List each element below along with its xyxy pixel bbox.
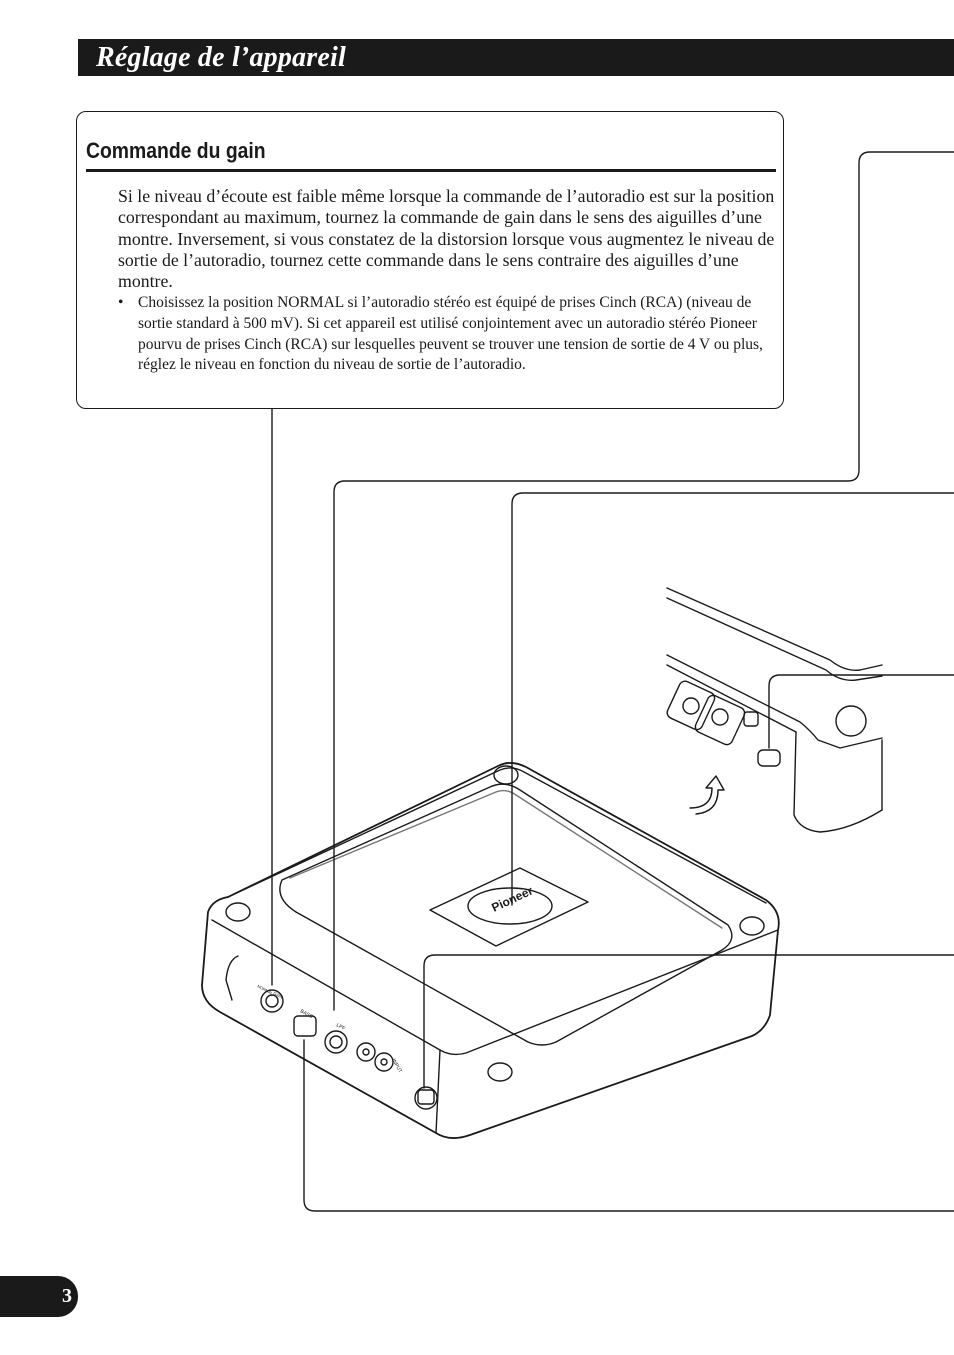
- brand-label: Pioneer: [489, 883, 536, 915]
- section-heading: Commande du gain: [86, 138, 266, 163]
- body-paragraph: Si le niveau d’écoute est faible même lorsque la commande de l’autoradio est sur la position correspondant au maximum, tournez la commande de gain dans le sens des aiguilles d’une montre. Inversement, si vous constatez de la distorsion lorsque vous augmentez le niveau de sortie de l’autoradio, tournez cette commande dans le sens contraire des aiguilles d’une montre.: [118, 186, 775, 292]
- callout-line-detail: [769, 675, 954, 748]
- page-number: 3: [62, 1285, 72, 1307]
- label-bass: BASS: [299, 1008, 314, 1021]
- label-gain: GAIN: [272, 990, 284, 1000]
- callout-line-far-right: [334, 152, 954, 1010]
- label-normal: NORMAL: [256, 983, 274, 996]
- detail-view: [665, 588, 882, 832]
- page-title: Réglage de l’appareil: [96, 42, 346, 73]
- label-lpf: LPF: [335, 1022, 346, 1033]
- page-number-tab: [0, 1276, 78, 1317]
- amplifier-body: [202, 763, 779, 1138]
- label-input: INPUT: [390, 1058, 403, 1074]
- bullet-mark: •: [118, 294, 124, 311]
- callout-line-input: [424, 955, 954, 1088]
- callout-line-bass: [304, 1040, 954, 1211]
- bullet-text: Choisissez la position NORMAL si l’autoradio stéréo est équipé de prises Cinch (RCA) (niveau de sortie standard à 500 mV). Si cet appareil est utilisé conjointement avec un autoradio stéréo Pioneer pourvu de prises Cinch (RCA) sur lesquelles peuvent se trouver une tension de sortie de 4 V ou plus, réglez le niveau en fonction du niveau de sortie de l’autoradio.: [138, 294, 763, 374]
